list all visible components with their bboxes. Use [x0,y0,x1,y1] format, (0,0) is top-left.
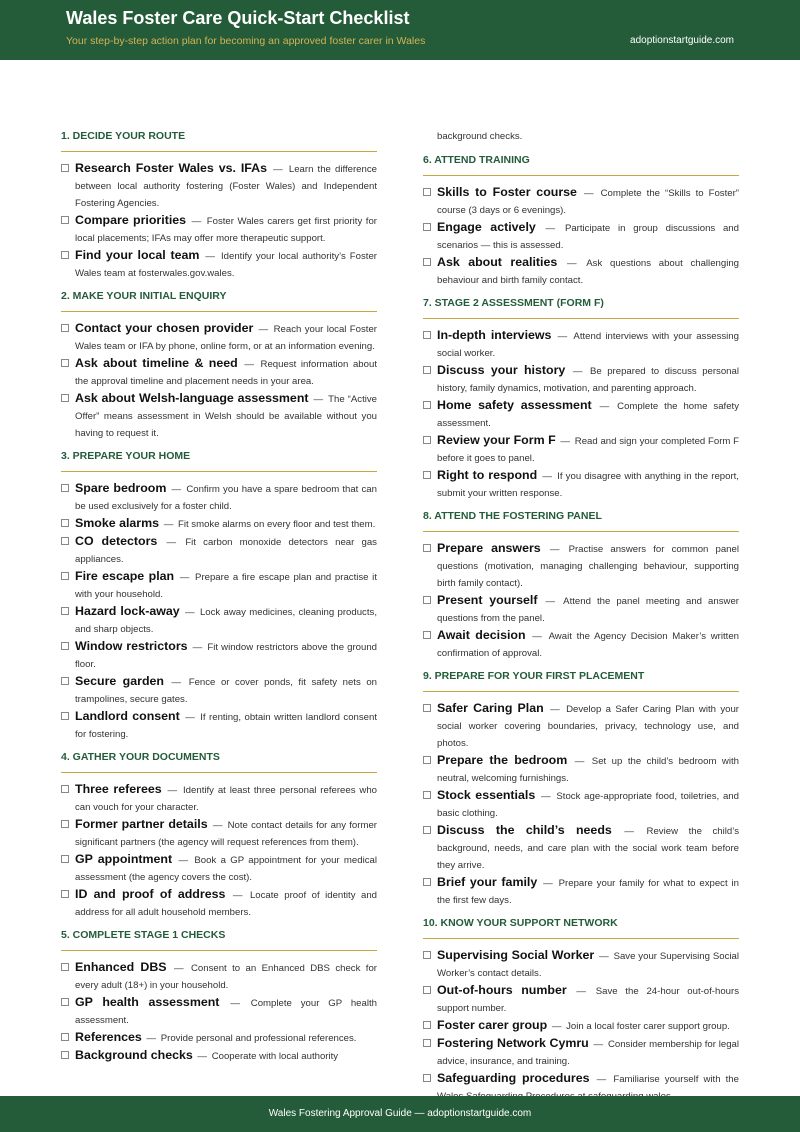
item-title: Contact your chosen provider [75,321,254,335]
dash-separator: — [613,826,645,837]
item-title: Compare priorities [75,213,187,227]
checkbox[interactable] [423,366,431,374]
item-description: Stock age-appropriate food, toiletries, and basic clothing. [437,791,739,819]
checklist-item [61,603,377,638]
checklist-item [423,982,739,1017]
checklist-item [61,480,377,515]
item-description: Attend interviews with your assessing social worker. [437,331,739,359]
checklist-item [423,362,739,397]
dash-separator: — [221,998,249,1009]
item-description: Ask questions about challenging behaviour and birth family contact. [437,258,740,286]
section-4-gather-your-documents [61,749,377,921]
checkbox[interactable] [61,785,69,793]
checklist-item [423,397,739,432]
left-column [61,128,377,1071]
footer-text: Wales Fostering Approval Guide — adoptionstartguide.com [268,1108,532,1119]
item-title: Former partner details [75,817,208,831]
dash-separator: — [567,366,588,377]
item-title: Ask about timeline & need [75,356,238,370]
item-description: Join a local foster carer support group. [566,1021,730,1032]
checkbox[interactable] [61,216,69,224]
checklist-item [61,994,377,1029]
dash-separator: — [161,519,176,530]
dash-separator: — [189,642,206,653]
item-description: Prepare a fire escape plan and practise it with your household. [75,572,377,600]
item-title: Three referees [75,782,162,796]
item-title: Brief your family [437,875,538,889]
checkbox[interactable] [423,704,431,712]
dash-separator: — [255,324,272,335]
checklist-item [423,1035,739,1070]
dash-separator: — [596,951,612,962]
dash-separator: — [545,704,565,715]
dash-separator: — [310,394,327,405]
item-description: Identify at least three personal referees who can vouch for your character. [75,785,377,813]
site-url[interactable]: adoptionstartguide.com [630,35,734,46]
item-title: Right to respond [437,468,538,482]
item-description: Participate in group discussions and scenarios — this is assessed. [437,223,739,251]
item-description: Complete your GP health assessment. [75,998,377,1026]
checklist-item [423,254,739,289]
checkbox[interactable] [423,951,431,959]
checklist-item [423,219,739,254]
checkbox[interactable] [423,596,431,604]
checklist-item [423,627,739,662]
item-title: Present yourself [437,593,538,607]
checkbox[interactable] [423,544,431,552]
dash-separator: — [568,986,594,997]
checklist-item [423,787,739,822]
dash-separator: — [174,855,193,866]
checklist-item [61,212,377,247]
item-title: Smoke alarms [75,516,160,530]
checkbox[interactable] [423,401,431,409]
checklist-item [423,432,739,467]
checkbox[interactable] [423,223,431,231]
item-description: If renting, obtain written landlord consent for fostering. [75,712,378,740]
item-description: Review the child’s background, needs, and care plan with the social work team before they arrive. [437,826,739,871]
dash-separator: — [537,791,555,802]
item-description: Await the Agency Decision Maker’s written confirmation of approval. [437,631,739,659]
section-heading: 3. PREPARE YOUR HOME [61,448,377,472]
section-heading: 4. GATHER YOUR DOCUMENTS [61,749,377,773]
item-description: Foster Wales carers get first priority for local placements; IFAs may offer more therapeutic support. [75,216,377,244]
checklist-item [61,515,377,533]
item-title: Engage actively [437,220,536,234]
item-description: Locate proof of identity and address for all adult household members. [75,890,377,918]
checkbox[interactable] [61,1033,69,1041]
item-title: Ask about realities [437,255,558,269]
dash-separator: — [176,572,194,583]
checkbox[interactable] [423,331,431,339]
checklist-item [61,959,377,994]
checklist-item [61,816,377,851]
checklist-item [423,752,739,787]
checkbox[interactable] [61,359,69,367]
dash-separator: — [549,1021,565,1032]
dash-separator: — [181,607,198,618]
dash-separator: — [590,1039,606,1050]
section-heading: 9. PREPARE FOR YOUR FIRST PLACEMENT [423,668,739,692]
item-description: The “Active Offer” means assessment in Welsh should be available without you having to request it. [75,394,377,439]
checklist-item [61,851,377,886]
checklist-item [61,320,377,355]
checkbox[interactable] [423,436,431,444]
item-title: Review your Form F [437,433,556,447]
dash-separator: — [569,756,590,767]
section-5-complete-stage-1-checks [61,927,377,1065]
page-footer [0,1096,800,1132]
item-description: Attend the panel meeting and answer questions from the panel. [437,596,739,624]
section-heading: 2. MAKE YOUR INITIAL ENQUIRY [61,288,377,312]
checklist-item [61,533,377,568]
item-title: CO detectors [75,534,158,548]
right-column [423,128,739,1111]
checkbox[interactable] [61,1051,69,1059]
item-title: Window restrictors [75,639,188,653]
checklist-item [423,540,739,592]
checklist-item [423,467,739,502]
checklist-item [423,1017,739,1035]
item-title: Fostering Network Cymru [437,1036,589,1050]
item-description: If you disagree with anything in the report, submit your written response. [437,471,739,499]
checkbox[interactable] [423,756,431,764]
checkbox[interactable] [423,1021,431,1029]
dash-separator: — [537,223,563,234]
continued-text: background checks. [437,131,523,142]
item-title: Await decision [437,628,526,642]
item-description: Complete the home safety assessment. [437,401,739,429]
dash-separator: — [527,631,547,642]
checkbox[interactable] [61,572,69,580]
item-description: Note contact details for any former significant partners (the agency will request references from them). [75,820,377,848]
section-9-prepare-for-your-first-placement [423,668,739,909]
section-3-prepare-your-home [61,448,377,743]
item-title: Fire escape plan [75,569,175,583]
item-title: Stock essentials [437,788,536,802]
checklist-item [423,327,739,362]
checkbox[interactable] [423,826,431,834]
checkbox[interactable] [61,164,69,172]
item-description: Be prepared to discuss personal history, family dynamics, motivation, and parenting approach. [437,366,739,394]
checkbox[interactable] [61,519,69,527]
checkbox[interactable] [61,251,69,259]
dash-separator: — [181,712,199,723]
item-description: Complete the “Skills to Foster” course (3 days or 6 evenings). [437,188,739,216]
item-description: Practise answers for common panel questions (motivation, managing challenging behaviour, supporting birth family contact). [437,544,739,589]
item-title: Spare bedroom [75,481,167,495]
checkbox[interactable] [61,537,69,545]
checklist-item [61,390,377,442]
item-description: Fit window restrictors above the ground floor. [75,642,378,670]
item-title: Research Foster Wales vs. IFAs [75,161,268,175]
dash-separator: — [539,878,557,889]
item-description: Lock away medicines, cleaning products, and sharp objects. [75,607,377,635]
item-title: Enhanced DBS [75,960,167,974]
dash-separator: — [209,820,226,831]
dash-separator: — [168,484,185,495]
item-title: Supervising Social Worker [437,948,595,962]
item-description: Reach your local Foster Wales team or IFA by phone, online form, or at an information evening. [75,324,377,352]
checkbox[interactable] [61,484,69,492]
dash-separator: — [143,1033,159,1044]
item-description: Fit carbon monoxide detectors near gas appliances. [75,537,377,565]
checklist-item [61,886,377,921]
section-heading: 8. ATTEND THE FOSTERING PANEL [423,508,739,532]
checkbox[interactable] [423,1039,431,1047]
checklist-item [61,673,377,708]
item-title: Prepare the bedroom [437,753,568,767]
item-description: Fence or cover ponds, fit safety nets on trampolines, secure gates. [75,677,377,705]
section-heading: 10. KNOW YOUR SUPPORT NETWORK [423,915,739,939]
section-8-attend-the-fostering-panel [423,508,739,662]
section-7-stage-2-assessment-form-f [423,295,739,502]
dash-separator: — [168,963,189,974]
dash-separator: — [165,677,187,688]
checkbox[interactable] [61,677,69,685]
item-title: Foster carer group [437,1018,548,1032]
checkbox[interactable] [61,642,69,650]
item-title: Secure garden [75,674,164,688]
item-title: Prepare answers [437,541,541,555]
dash-separator: — [593,401,616,412]
item-title: Safer Caring Plan [437,701,544,715]
checkbox[interactable] [61,890,69,898]
checkbox[interactable] [61,855,69,863]
checklist-item [61,247,377,282]
checkbox[interactable] [423,1074,431,1082]
item-description: Save your Supervising Social Worker’s contact details. [437,951,739,979]
checkbox[interactable] [423,471,431,479]
section-2-make-your-initial-enquiry [61,288,377,442]
checkbox[interactable] [423,878,431,886]
dash-separator: — [269,164,287,175]
item-description: Cooperate with local authority [211,1051,339,1062]
item-description: Fit smoke alarms on every floor and test them. [177,519,376,530]
checkbox[interactable] [423,986,431,994]
dash-separator: — [163,785,182,796]
checklist-item [61,708,377,743]
page-title: Wales Foster Care Quick-Start Checklist [66,8,410,28]
dash-separator: — [557,436,573,447]
item-description: Familiarise yourself with the [613,1074,739,1085]
item-description: Request information about the approval timeline and placement needs in your area. [75,359,377,387]
page-header [0,0,800,60]
item-description: Set up the child’s bedroom with neutral, welcoming furnishings. [437,756,739,784]
item-description: Identify your local authority’s Foster Wales team at fosterwales.gov.wales. [75,251,377,279]
checklist-item [61,1029,377,1047]
checklist-item [61,638,377,673]
dash-separator: — [578,188,599,199]
item-title: In-depth interviews [437,328,552,342]
dash-separator: — [539,471,556,482]
item-description: Develop a Safer Caring Plan with your social worker covering boundaries, privacy, technology use, and photos. [437,704,739,749]
checkbox[interactable] [61,324,69,332]
dash-separator: — [542,544,567,555]
dash-separator: — [591,1074,612,1085]
checkbox[interactable] [61,394,69,402]
item-title: ID and proof of address [75,887,226,901]
item-description: Learn the difference between local authority fostering (Foster Wales) and Independent Fostering Agencies. [75,164,377,209]
dash-separator: — [239,359,259,370]
section-heading: 7. STAGE 2 ASSESSMENT (FORM F) [423,295,739,319]
item-title: Discuss the child’s needs [437,823,612,837]
dash-separator: — [159,537,184,548]
item-title: Skills to Foster course [437,185,577,199]
checkbox[interactable] [423,258,431,266]
dash-separator: — [559,258,585,269]
item-description: Confirm you have a spare bedroom that can be used exclusively for a foster child. [75,484,377,512]
item-description: Save the 24-hour out-of-hours support number. [437,986,740,1014]
item-description: Consider membership for legal advice, insurance, and training. [437,1039,740,1067]
item-title: Find your local team [75,248,200,262]
item-description: Consent to an Enhanced DBS check for every adult (18+) in your household. [75,963,377,991]
checkbox[interactable] [61,712,69,720]
item-title: GP health assessment [75,995,220,1009]
item-title: Safeguarding procedures [437,1071,590,1085]
checklist-item [61,1047,377,1065]
dash-separator: — [188,216,205,227]
checkbox[interactable] [61,998,69,1006]
section-heading: 5. COMPLETE STAGE 1 CHECKS [61,927,377,951]
dash-separator: — [194,1051,210,1062]
item-title: Background checks [75,1048,193,1062]
checkbox[interactable] [423,791,431,799]
item-title: GP appointment [75,852,173,866]
checkbox[interactable] [61,607,69,615]
item-title: Hazard lock-away [75,604,180,618]
section-heading: 6. ATTEND TRAINING [423,152,739,176]
checkbox[interactable] [423,188,431,196]
checklist-item [61,355,377,390]
item-description: Read and sign your completed Form F before it goes to panel. [437,436,739,464]
item-title: Out-of-hours number [437,983,567,997]
checklist-item [61,160,377,212]
item-title: Ask about Welsh-language assessment [75,391,309,405]
checklist-item [61,781,377,816]
section-6-attend-training [423,152,739,289]
page-subtitle: Your step-by-step action plan for becoming an approved foster carer in Wales [66,35,426,47]
item-description: Book a GP appointment for your medical assessment (the agency covers the cost). [75,855,377,883]
dash-separator: — [201,251,219,262]
checkbox[interactable] [61,820,69,828]
checklist-item [61,568,377,603]
item-title: Home safety assessment [437,398,592,412]
checklist-item [423,874,739,909]
section-10-know-your-support-network [423,915,739,1105]
checklist-item [423,947,739,982]
checklist-item [423,822,739,874]
checkbox[interactable] [61,963,69,971]
item-title: Discuss your history [437,363,566,377]
dash-separator: — [553,331,572,342]
item-title: Landlord consent [75,709,180,723]
dash-separator: — [227,890,248,901]
section-1-decide-your-route [61,128,377,282]
item-description: Provide personal and professional references. [160,1033,357,1044]
item-description: Prepare your family for what to expect in the first few days. [437,878,739,906]
checklist-item [423,700,739,752]
item-title: References [75,1030,142,1044]
checklist-item [423,184,739,219]
section-heading: 1. DECIDE YOUR ROUTE [61,128,377,152]
checkbox[interactable] [423,631,431,639]
dash-separator: — [539,596,562,607]
checklist-item [423,592,739,627]
